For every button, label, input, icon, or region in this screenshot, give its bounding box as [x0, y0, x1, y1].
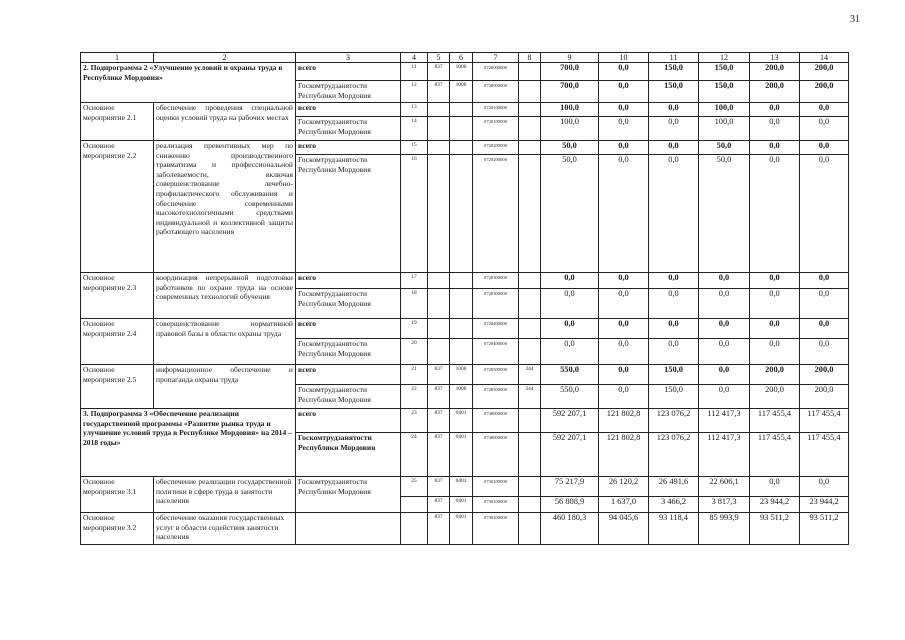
table-cell: 0,0 [750, 477, 800, 497]
table-row [81, 477, 849, 497]
table-cell: 0,0 [800, 339, 849, 365]
table-cell: 837 [428, 365, 450, 385]
table-cell: Госкомтрудзанятости Республики Мордовия [296, 289, 401, 319]
table-cell: 1006 [450, 365, 473, 385]
table-cell [450, 117, 473, 141]
table-cell: Основное мероприятие 2.3 [81, 273, 154, 319]
table-cell: 0,0 [750, 103, 800, 117]
table-cell: 0,0 [649, 155, 699, 273]
table-cell: 0,0 [750, 141, 800, 155]
table-cell: 0720300000 [473, 289, 519, 319]
table-cell: всего [296, 103, 401, 117]
table-cell: 0401 [450, 433, 473, 477]
table-cell: 0,0 [541, 339, 599, 365]
table-cell: 117 455,4 [750, 433, 800, 477]
table-cell: 93 511,2 [750, 513, 800, 545]
table-cell: 0,0 [599, 339, 649, 365]
table-row [81, 63, 849, 81]
table-cell: 0,0 [649, 289, 699, 319]
table-cell: информационное обеспечение и пропаганда охраны труда [154, 365, 296, 409]
table-cell [450, 141, 473, 155]
table-cell: 0,0 [750, 319, 800, 339]
table-cell: 1006 [450, 81, 473, 103]
table-cell: 200,0 [800, 63, 849, 81]
table-cell: 117 455,4 [750, 409, 800, 433]
table-cell [401, 513, 428, 545]
header-row [81, 53, 849, 63]
table-cell: 150,0 [649, 63, 699, 81]
table-cell [519, 103, 541, 117]
table-cell: Основное мероприятие 2.4 [81, 319, 154, 365]
table-cell: 0,0 [800, 103, 849, 117]
table-cell: 19 [401, 319, 428, 339]
table-cell: Основное мероприятие 2.2 [81, 141, 154, 273]
table-row [81, 409, 849, 433]
table-cell [428, 141, 450, 155]
table-cell: 244 [519, 385, 541, 409]
table-cell: 75 217,9 [541, 477, 599, 497]
header-cell: 2 [154, 53, 296, 63]
table-cell: 17 [401, 273, 428, 289]
table-cell: 20 [401, 339, 428, 365]
table-cell: 100,0 [541, 117, 599, 141]
table-cell: 0,0 [750, 273, 800, 289]
table-cell: 0720500000 [473, 365, 519, 385]
table-cell: 837 [428, 477, 450, 497]
table-cell: 0,0 [800, 319, 849, 339]
table-cell: Основное мероприятие 3.1 [81, 477, 154, 513]
table-cell: 85 993,9 [699, 513, 750, 545]
table-cell: 121 802,8 [599, 433, 649, 477]
header-cell: 7 [473, 53, 519, 63]
table-cell [428, 155, 450, 273]
table-cell [519, 273, 541, 289]
table-cell: 100,0 [699, 117, 750, 141]
table-cell: 121 802,8 [599, 409, 649, 433]
table-cell: 22 [401, 385, 428, 409]
table-cell: 0720100000 [473, 103, 519, 117]
table-cell [519, 117, 541, 141]
table-cell: 0,0 [599, 319, 649, 339]
header-cell: 4 [401, 53, 428, 63]
table-cell: 50,0 [541, 141, 599, 155]
table-cell [428, 103, 450, 117]
table-cell [428, 117, 450, 141]
table-cell [519, 63, 541, 81]
table-cell: 93 118,4 [649, 513, 699, 545]
table-cell [519, 81, 541, 103]
header-cell: 9 [541, 53, 599, 63]
table-cell: 0401 [450, 409, 473, 433]
table-cell: 16 [401, 155, 428, 273]
table-cell: 0,0 [699, 289, 750, 319]
table-cell: 837 [428, 513, 450, 545]
table-cell: 0,0 [599, 117, 649, 141]
table-cell [519, 497, 541, 513]
table-cell: обеспечение оказания государственных услуг в области содействия занятости населения [154, 513, 296, 545]
table-cell: 0720200000 [473, 141, 519, 155]
table-cell [401, 497, 428, 513]
table-cell: 0401 [450, 497, 473, 513]
table-cell: 0,0 [541, 273, 599, 289]
table-cell: 13 [401, 103, 428, 117]
table-cell: 0,0 [599, 141, 649, 155]
header-cell: 8 [519, 53, 541, 63]
table-cell: 1 637,0 [599, 497, 649, 513]
table-cell: 0720000000 [473, 81, 519, 103]
header-cell: 3 [296, 53, 401, 63]
table-cell: координация непрерывной подготовки работников по охране труда на основе современных технологий обучения [154, 273, 296, 319]
table-cell: 550,0 [541, 385, 599, 409]
table-cell: 550,0 [541, 365, 599, 385]
table-cell: 200,0 [800, 365, 849, 385]
table-cell: Госкомтрудзанятости Республики Мордовия [296, 385, 401, 409]
table-cell [519, 513, 541, 545]
table-cell: 0,0 [800, 273, 849, 289]
table-cell: 56 808,9 [541, 497, 599, 513]
header-cell: 10 [599, 53, 649, 63]
table-cell: 0,0 [649, 103, 699, 117]
table-cell: 592 207,1 [541, 409, 599, 433]
table-cell: 837 [428, 433, 450, 477]
table-cell: 0,0 [599, 289, 649, 319]
table-cell: всего [296, 63, 401, 81]
table-cell: 24 [401, 433, 428, 477]
table-cell: 0730000000 [473, 409, 519, 433]
table-cell: 94 045,6 [599, 513, 649, 545]
table-cell [428, 289, 450, 319]
table-cell: 117 455,4 [800, 433, 849, 477]
table-cell: 0,0 [750, 289, 800, 319]
table-cell: 837 [428, 409, 450, 433]
table-cell: 117 455,4 [800, 409, 849, 433]
table-cell: 12 [401, 81, 428, 103]
table-cell [519, 409, 541, 433]
table-row [81, 103, 849, 117]
table-cell: 0720100000 [473, 117, 519, 141]
table-cell: всего [296, 319, 401, 339]
table-cell: 0401 [450, 477, 473, 497]
table-cell: 0,0 [599, 155, 649, 273]
table-cell: 0,0 [750, 155, 800, 273]
table-cell: 112 417,3 [699, 433, 750, 477]
table-cell: 200,0 [800, 385, 849, 409]
table-row [81, 365, 849, 385]
table-cell: 0,0 [800, 117, 849, 141]
table-cell: 0730000000 [473, 433, 519, 477]
table-cell: 50,0 [699, 155, 750, 273]
table-cell [519, 289, 541, 319]
table-cell: 200,0 [750, 63, 800, 81]
table-cell: 1006 [450, 63, 473, 81]
table-cell: 837 [428, 385, 450, 409]
table-cell: 3 466,2 [649, 497, 699, 513]
table-row [81, 513, 849, 545]
table-cell: 0,0 [800, 141, 849, 155]
table-cell: совершенствование нормативной правовой базы в области охраны труда [154, 319, 296, 365]
table-cell: 26 120,2 [599, 477, 649, 497]
table-cell: всего [296, 409, 401, 433]
table-cell: 0,0 [800, 155, 849, 273]
table-cell: Госкомтрудзанятости Республики Мордовия [296, 433, 401, 477]
table-cell [519, 433, 541, 477]
table-cell: 18 [401, 289, 428, 319]
table-cell: 14 [401, 117, 428, 141]
header-cell: 11 [649, 53, 699, 63]
table-cell: 100,0 [699, 103, 750, 117]
table-cell: Основное мероприятие 2.5 [81, 365, 154, 409]
table-cell: всего [296, 365, 401, 385]
table-cell: всего [296, 141, 401, 155]
table-cell: 0,0 [599, 385, 649, 409]
table-cell: реализация превентивных мер по снижению производственного травматизма и профессиональной заболеваемости, включая совершенствование лечебно-профилактического обслуживания и обеспечение современными высокотехнологичными средствами индивидуальной и коллективной защиты работающего населения [154, 141, 296, 273]
table-cell: 0720000000 [473, 63, 519, 81]
header-cell: 1 [81, 53, 154, 63]
budget-table [80, 52, 849, 545]
table-cell: 200,0 [750, 81, 800, 103]
table-cell: 0720500000 [473, 385, 519, 409]
header-cell: 5 [428, 53, 450, 63]
table-cell: 837 [428, 81, 450, 103]
table-cell: Госкомтрудзанятости Республики Мордовия [296, 117, 401, 141]
table-cell: 0,0 [599, 81, 649, 103]
table-cell: Основное мероприятие 2.1 [81, 103, 154, 141]
table-cell: 123 076,2 [649, 433, 699, 477]
table-cell: 0,0 [649, 273, 699, 289]
table-cell: 23 944,2 [800, 497, 849, 513]
table-cell: 460 180,3 [541, 513, 599, 545]
table-cell: 837 [428, 63, 450, 81]
table-cell: 0,0 [649, 319, 699, 339]
table-cell: 150,0 [699, 81, 750, 103]
table-cell: 22 606,1 [699, 477, 750, 497]
table-cell: 150,0 [649, 81, 699, 103]
table-cell: Основное мероприятие 3.2 [81, 513, 154, 545]
table-cell [428, 339, 450, 365]
table-cell: 0,0 [541, 319, 599, 339]
table-cell: 0,0 [699, 273, 750, 289]
table-cell: 0720200000 [473, 155, 519, 273]
table-cell: 0730200000 [473, 513, 519, 545]
table-cell [519, 155, 541, 273]
table-cell: 112 417,3 [699, 409, 750, 433]
table-cell [450, 103, 473, 117]
table-row [81, 319, 849, 339]
page-number: 31 [850, 14, 860, 25]
table-row [81, 141, 849, 155]
table-cell: Госкомтрудзанятости Республики Мордовия [296, 155, 401, 273]
table-cell: Госкомтрудзанятости Республики Мордовия [296, 81, 401, 103]
table-cell [450, 273, 473, 289]
table-cell: 0,0 [599, 365, 649, 385]
table-cell: 0,0 [541, 289, 599, 319]
table-cell: 123 076,2 [649, 409, 699, 433]
table-cell: 100,0 [541, 103, 599, 117]
table-cell: 50,0 [699, 141, 750, 155]
table-cell: 0720400000 [473, 319, 519, 339]
table-cell: 0,0 [699, 319, 750, 339]
table-cell [428, 273, 450, 289]
table-cell: 23 944,2 [750, 497, 800, 513]
header-cell: 13 [750, 53, 800, 63]
table-cell: 0,0 [649, 117, 699, 141]
table-cell: 0,0 [649, 339, 699, 365]
table-cell: 0,0 [699, 385, 750, 409]
table-cell: 21 [401, 365, 428, 385]
table-cell: Госкомтрудзанятости Республики Мордовия [296, 477, 401, 513]
table-cell: 244 [519, 365, 541, 385]
table-cell: 0401 [450, 513, 473, 545]
table-cell: 0,0 [750, 117, 800, 141]
table-cell: 837 [428, 497, 450, 513]
table-cell: 25 [401, 477, 428, 497]
table-cell: 700,0 [541, 63, 599, 81]
table-cell: 0730100000 [473, 477, 519, 497]
table-cell [428, 319, 450, 339]
table-cell [519, 339, 541, 365]
table-cell [450, 155, 473, 273]
table-cell: 592 207,1 [541, 433, 599, 477]
table-cell: 0730100000 [473, 497, 519, 513]
table-cell: 2. Подпрограмма 2 «Улучшение условий и охраны труда в Республике Мордовия» [81, 63, 296, 103]
table-cell: 0,0 [599, 273, 649, 289]
table-cell [450, 319, 473, 339]
table-cell: 26 491,6 [649, 477, 699, 497]
table-cell: 3. Подпрограмма 3 «Обеспечение реализации государственной программы «Развитие рынка труда и улучшение условий труда в Республике Мордовия» на 2014 – 2018 годы» [81, 409, 296, 477]
table-cell [519, 477, 541, 497]
table-cell [450, 339, 473, 365]
table-cell: 0,0 [800, 477, 849, 497]
table-cell: 1006 [450, 385, 473, 409]
table-cell: 150,0 [649, 385, 699, 409]
table-cell: всего [296, 273, 401, 289]
table-cell: 23 [401, 409, 428, 433]
table-cell [296, 513, 401, 545]
table-cell: Госкомтрудзанятости Республики Мордовия [296, 339, 401, 365]
header-cell: 6 [450, 53, 473, 63]
table-cell: 0,0 [699, 365, 750, 385]
table-cell [519, 319, 541, 339]
table-row [81, 273, 849, 289]
table-cell: 200,0 [800, 81, 849, 103]
table-cell: 0,0 [750, 339, 800, 365]
header-cell: 14 [800, 53, 849, 63]
table-cell: 200,0 [750, 385, 800, 409]
table-cell: обеспечение проведения специальной оценки условий труда на рабочих местах [154, 103, 296, 141]
table-cell [450, 289, 473, 319]
table-cell: 50,0 [541, 155, 599, 273]
table-cell: 11 [401, 63, 428, 81]
table-cell: 0,0 [599, 63, 649, 81]
table-cell: 3 817,3 [699, 497, 750, 513]
table-cell [519, 141, 541, 155]
header-cell: 12 [699, 53, 750, 63]
table-cell: 15 [401, 141, 428, 155]
table-cell: 0,0 [649, 141, 699, 155]
table-cell: 200,0 [750, 365, 800, 385]
table-cell: обеспечение реализации государственной политики в сфере труда и занятости населения [154, 477, 296, 513]
table-cell: 0720400000 [473, 339, 519, 365]
table-cell: 93 511,2 [800, 513, 849, 545]
table-cell: 700,0 [541, 81, 599, 103]
table-cell: 0720300000 [473, 273, 519, 289]
table-cell: 150,0 [699, 63, 750, 81]
table-cell: 0,0 [800, 289, 849, 319]
table-cell: 0,0 [599, 103, 649, 117]
table-cell: 0,0 [699, 339, 750, 365]
table-cell: 150,0 [649, 365, 699, 385]
